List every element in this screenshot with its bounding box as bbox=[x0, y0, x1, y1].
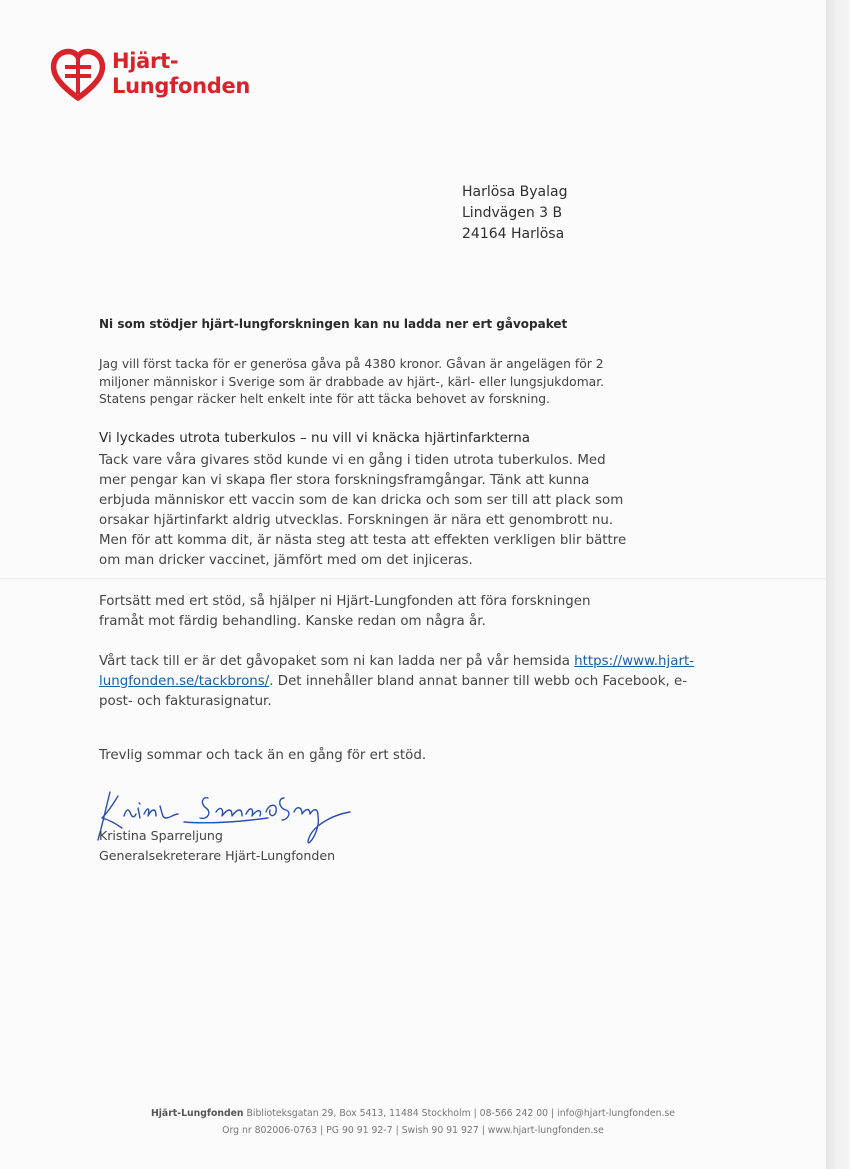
letter-paragraph-3: Fortsätt med ert stöd, så hjälper ni Hjärt-Lungfonden att föra forskningen framåt mot färdig behandling. Kanske redan om några år. bbox=[99, 594, 591, 629]
paper-fold-line bbox=[0, 578, 826, 580]
signer-title: Generalsekreterare Hjärt-Lungfonden bbox=[99, 848, 336, 863]
handwritten-signature bbox=[88, 778, 378, 858]
letter-paragraph-4 bbox=[99, 652, 699, 712]
paragraph-4-text-after: . Det innehåller bland annat banner till webb och Facebook, e-post- och fakturasignatur. bbox=[99, 674, 688, 709]
recipient-line2: Lindvägen 3 B bbox=[462, 205, 563, 221]
recipient-address bbox=[462, 182, 567, 245]
footer-registration-line: Org nr 802006-0763 | PG 90 91 92-7 | Swish 90 91 927 | www.hjart-lungfonden.se bbox=[222, 1125, 604, 1136]
recipient-line1: Harlösa Byalag bbox=[462, 184, 568, 200]
paragraph-4-text-before: Vårt tack till er är det gåvopaket som ni kan ladda ner på vår hemsida bbox=[99, 654, 575, 669]
brand-name-line1: Hjärt- bbox=[112, 49, 179, 73]
letter-closing: Trevlig sommar och tack än en gång för ert stöd. bbox=[99, 748, 427, 763]
footer-address-line bbox=[0, 1108, 826, 1119]
letter-paragraph-1: Jag vill först tacka för er generösa gåva på 4380 kronor. Gåvan är angelägen för 2 miljoner människor i Sverige som är drabbade av hjärt-, kärl- eller lungsjukdomar. Statens pengar räcker helt enkelt inte för att täcka behovet av forskning. bbox=[99, 357, 605, 406]
letter-paragraph-2: Tack vare våra givares stöd kunde vi en gång i tiden utrota tuberkulos. Med mer pengar kan vi skapa fler stora forskningsframgångar. Tänk att kunna erbjuda människor ett vaccin som de kan dricka och som ser till att plack som orsakar hjärtinfarkt aldrig utvecklas. Forskningen är nära ett genombrott nu. Men för att komma dit, är nästa steg att testa att effekten verkligen blir bättre om man dricker vaccinet, jämfört med om det injiceras. bbox=[99, 453, 627, 568]
footer-address: Biblioteksgatan 29, Box 5413, 11484 Stockholm | 08-566 242 00 | info@hjart-lungfonden.se bbox=[243, 1108, 676, 1119]
brand-wordmark bbox=[112, 49, 250, 99]
footer-org-name: Hjärt-Lungfonden bbox=[150, 1108, 244, 1119]
brand-logo bbox=[50, 48, 270, 104]
recipient-line3: 24164 Harlösa bbox=[462, 226, 565, 242]
letter-subheading: Vi lyckades utrota tuberkulos – nu vill vi knäcka hjärtinfarkterna bbox=[99, 430, 531, 446]
scanner-background-edge bbox=[826, 0, 850, 1169]
signer-name: Kristina Sparreljung bbox=[99, 828, 223, 843]
brand-name-line2: Lungfonden bbox=[112, 74, 251, 98]
letter-heading: Ni som stödjer hjärt-lungforskningen kan nu ladda ner ert gåvopaket bbox=[99, 317, 568, 331]
gift-package-link[interactable]: https://www.hjart-lungfonden.se/tackbrons/ bbox=[99, 654, 695, 689]
heart-cross-icon bbox=[50, 48, 106, 102]
